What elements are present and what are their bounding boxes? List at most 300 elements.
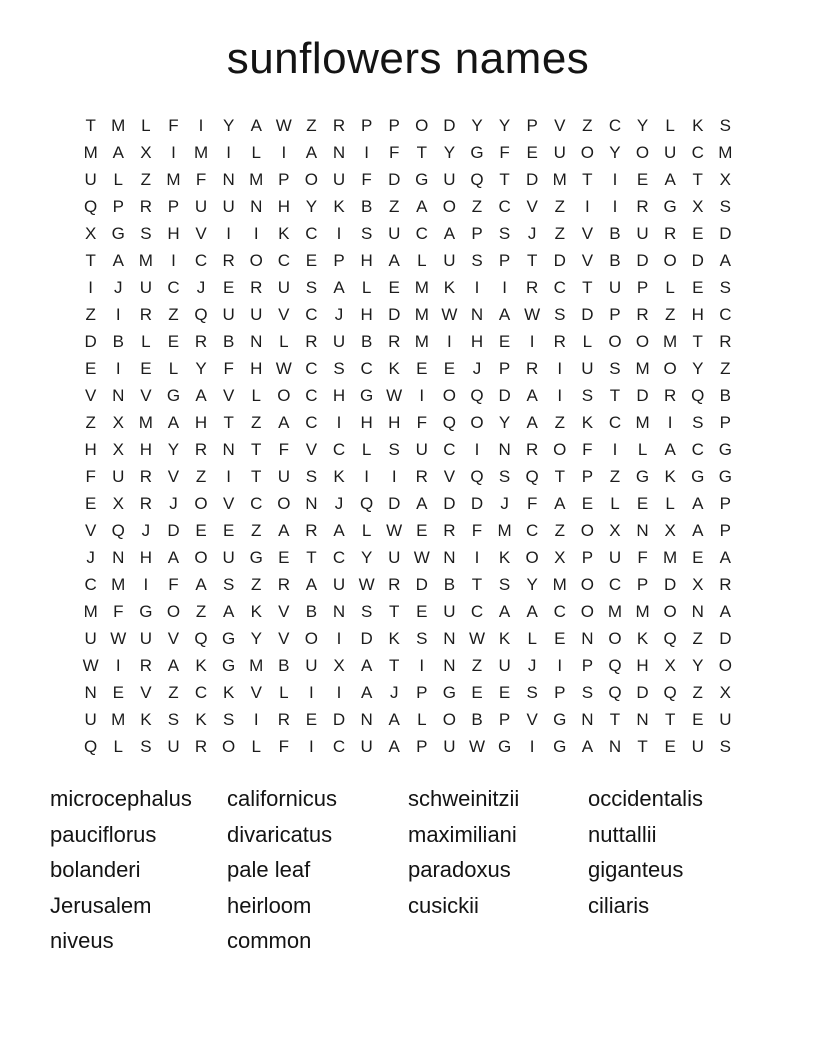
grid-cell: A: [388, 250, 400, 270]
grid-cell: I: [115, 655, 121, 675]
grid-cell: L: [361, 520, 372, 540]
grid-cell: V: [554, 115, 566, 135]
grid-cell: S: [609, 358, 621, 378]
grid-cell: V: [526, 196, 538, 216]
grid-cell: I: [529, 736, 535, 756]
grid-cell: A: [664, 169, 676, 189]
grid-cell: K: [388, 628, 400, 648]
grid-cell: R: [332, 115, 346, 135]
grid-cell: C: [691, 439, 704, 459]
grid-cell: W: [413, 547, 430, 567]
grid-cell: P: [581, 466, 594, 486]
grid-cell: I: [226, 466, 231, 486]
grid-cell: U: [305, 655, 318, 675]
grid-cell: N: [443, 628, 456, 648]
grid-cell: M: [83, 142, 98, 162]
grid-cell: V: [167, 466, 180, 486]
grid-cell: E: [85, 358, 97, 378]
grid-cell: L: [361, 439, 372, 459]
grid-cell: O: [442, 709, 456, 729]
grid-cell: N: [332, 601, 346, 621]
grid-cell: M: [83, 601, 98, 621]
grid-cell: I: [336, 628, 342, 648]
grid-cell: A: [333, 277, 345, 297]
grid-cell: U: [139, 277, 152, 297]
grid-cell: I: [364, 466, 369, 486]
grid-cell: V: [278, 304, 290, 324]
grid-cell: A: [112, 250, 124, 270]
grid-cell: D: [498, 385, 511, 405]
grid-cell: Z: [251, 574, 262, 594]
grid-cell: R: [443, 520, 456, 540]
grid-cell: M: [111, 115, 126, 135]
grid-cell: G: [139, 601, 153, 621]
grid-cell: A: [719, 547, 731, 567]
word-list-item: divaricatus: [227, 821, 333, 847]
grid-cell: Z: [692, 628, 703, 648]
grid-cell: B: [305, 601, 318, 621]
grid-cell: B: [112, 331, 124, 351]
grid-cell: Y: [526, 574, 538, 594]
grid-cell: Z: [85, 412, 96, 432]
grid-cell: Z: [664, 304, 676, 324]
grid-cell: X: [112, 493, 124, 513]
grid-cell: Q: [663, 628, 677, 648]
grid-cell: V: [581, 223, 594, 243]
grid-cell: S: [140, 736, 152, 756]
grid-cell: P: [167, 196, 180, 216]
grid-cell: M: [414, 304, 429, 324]
grid-cell: O: [663, 250, 677, 270]
grid-cell: F: [471, 520, 483, 540]
grid-cell: G: [111, 223, 125, 243]
grid-cell: Z: [582, 115, 593, 135]
grid-cell: Z: [168, 304, 179, 324]
grid-cell: V: [250, 682, 262, 702]
grid-cell: N: [222, 169, 235, 189]
grid-cell: Q: [470, 385, 484, 405]
grid-cell: I: [474, 277, 480, 297]
grid-cell: K: [636, 628, 649, 648]
grid-cell: A: [526, 601, 538, 621]
grid-cell: E: [305, 250, 318, 270]
grid-cell: I: [529, 331, 535, 351]
grid-cell: H: [167, 223, 180, 243]
grid-cell: P: [471, 223, 483, 243]
grid-cell: U: [608, 277, 622, 297]
grid-cell: O: [580, 574, 594, 594]
grid-cell: C: [691, 142, 704, 162]
grid-cell: K: [140, 709, 152, 729]
grid-cell: Z: [85, 304, 96, 324]
grid-cell: R: [222, 250, 235, 270]
grid-cell: Q: [608, 682, 622, 702]
word-list-item: common: [227, 928, 312, 953]
word-list-item: giganteus: [588, 857, 684, 882]
grid-cell: R: [305, 520, 318, 540]
grid-cell: U: [581, 358, 594, 378]
grid-cell: F: [113, 601, 124, 621]
grid-cell: K: [222, 682, 235, 702]
grid-cell: U: [443, 601, 456, 621]
grid-cell: B: [360, 196, 373, 216]
grid-cell: N: [498, 439, 511, 459]
grid-cell: N: [470, 304, 484, 324]
grid-cell: C: [305, 385, 318, 405]
grid-cell: I: [364, 142, 369, 162]
word-list-column: [588, 781, 703, 959]
word-list-column: [408, 781, 588, 959]
grid-cell: R: [194, 439, 208, 459]
grid-cell: N: [581, 709, 594, 729]
grid-cell: K: [498, 547, 511, 567]
grid-cell: S: [581, 385, 594, 405]
grid-cell: C: [332, 736, 346, 756]
grid-cell: H: [277, 196, 290, 216]
grid-cell: C: [332, 439, 346, 459]
grid-cell: A: [416, 493, 428, 513]
grid-cell: G: [442, 682, 456, 702]
grid-cell: I: [198, 115, 204, 135]
grid-cell: P: [333, 250, 345, 270]
grid-cell: Z: [251, 412, 262, 432]
word-list-item: maximiliani: [408, 821, 517, 847]
grid-cell: X: [333, 655, 345, 675]
grid-cell: T: [223, 412, 234, 432]
grid-cell: U: [84, 169, 97, 189]
grid-cell: T: [85, 115, 96, 135]
grid-cell: N: [691, 601, 704, 621]
grid-cell: L: [251, 142, 261, 162]
grid-cell: A: [112, 142, 124, 162]
grid-cell: O: [277, 385, 291, 405]
grid-cell: C: [470, 601, 484, 621]
grid-cell: L: [582, 331, 593, 351]
grid-cell: U: [553, 142, 566, 162]
grid-cell: X: [609, 520, 621, 540]
grid-cell: W: [275, 358, 292, 378]
grid-cell: I: [447, 331, 452, 351]
grid-cell: O: [415, 115, 429, 135]
grid-cell: M: [138, 250, 153, 270]
grid-cell: D: [332, 709, 346, 729]
grid-cell: C: [277, 250, 290, 270]
grid-cell: M: [111, 574, 126, 594]
grid-cell: E: [581, 493, 594, 513]
grid-cell: Z: [195, 601, 207, 621]
grid-cell: M: [552, 169, 567, 189]
grid-cell: R: [139, 304, 152, 324]
grid-cell: Y: [250, 628, 262, 648]
grid-cell: P: [526, 115, 538, 135]
grid-cell: N: [443, 655, 456, 675]
grid-cell: D: [443, 493, 456, 513]
grid-cell: D: [388, 169, 401, 189]
grid-cell: C: [553, 277, 566, 297]
grid-cell: R: [277, 574, 290, 594]
grid-cell: Y: [498, 412, 511, 432]
grid-cell: I: [612, 439, 618, 459]
grid-cell: C: [305, 223, 318, 243]
grid-cell: R: [415, 466, 428, 486]
word-search-grid: [0, 112, 816, 760]
grid-cell: A: [416, 196, 428, 216]
grid-cell: V: [167, 628, 180, 648]
grid-cell: Q: [608, 655, 622, 675]
grid-cell: N: [84, 682, 97, 702]
grid-cell: K: [498, 628, 511, 648]
grid-cell: M: [663, 547, 678, 567]
grid-cell: I: [226, 142, 231, 162]
grid-cell: Z: [554, 412, 565, 432]
grid-cell: M: [497, 520, 512, 540]
grid-cell: F: [85, 466, 96, 486]
grid-cell: Y: [692, 358, 704, 378]
grid-cell: J: [114, 277, 123, 297]
grid-cell: I: [115, 304, 121, 324]
grid-cell: F: [278, 439, 290, 459]
grid-cell: Z: [692, 682, 703, 702]
grid-cell: S: [498, 574, 511, 594]
grid-cell: Y: [222, 115, 235, 135]
grid-cell: E: [112, 682, 124, 702]
grid-cell: K: [664, 466, 676, 486]
grid-cell: Q: [84, 196, 98, 216]
grid-cell: A: [360, 655, 373, 675]
grid-cell: O: [222, 736, 236, 756]
grid-cell: Y: [609, 142, 621, 162]
grid-cell: D: [526, 169, 539, 189]
grid-cell: O: [663, 601, 677, 621]
grid-cell: A: [167, 412, 180, 432]
grid-cell: S: [305, 277, 318, 297]
grid-cell: U: [139, 628, 152, 648]
grid-cell: A: [167, 655, 180, 675]
grid-cell: P: [554, 682, 566, 702]
grid-cell: E: [416, 520, 428, 540]
grid-cell: A: [278, 412, 290, 432]
grid-cell: S: [554, 304, 566, 324]
grid-cell: L: [251, 736, 261, 756]
grid-cell: D: [388, 493, 401, 513]
grid-cell: Q: [194, 628, 208, 648]
grid-cell: A: [305, 574, 318, 594]
grid-cell: R: [664, 223, 677, 243]
grid-cell: R: [636, 196, 649, 216]
grid-cell: T: [582, 277, 593, 297]
grid-cell: M: [193, 142, 209, 162]
grid-cell: V: [305, 439, 318, 459]
grid-cell: Y: [471, 115, 483, 135]
grid-cell: K: [250, 601, 262, 621]
grid-cell: A: [692, 520, 704, 540]
grid-cell: C: [305, 358, 318, 378]
grid-cell: J: [196, 277, 206, 297]
grid-cell: D: [553, 250, 566, 270]
grid-cell: Y: [692, 655, 704, 675]
grid-cell: B: [443, 574, 456, 594]
grid-cell: X: [85, 223, 97, 243]
grid-cell: P: [416, 682, 428, 702]
grid-cell: U: [415, 439, 428, 459]
grid-cell: T: [692, 169, 703, 189]
grid-cell: S: [498, 466, 511, 486]
grid-cell: H: [691, 304, 704, 324]
grid-cell: T: [582, 169, 593, 189]
grid-cell: I: [309, 682, 314, 702]
grid-cell: S: [416, 628, 428, 648]
grid-cell: D: [581, 304, 594, 324]
grid-cell: Z: [720, 358, 731, 378]
word-list-item: ciliaris: [588, 892, 650, 918]
grid-cell: E: [692, 277, 704, 297]
grid-cell: N: [332, 142, 346, 162]
grid-cell: F: [416, 412, 427, 432]
grid-cell: L: [527, 628, 537, 648]
grid-cell: O: [608, 331, 622, 351]
grid-cell: A: [498, 601, 511, 621]
grid-cell: T: [471, 574, 483, 594]
grid-cell: D: [443, 115, 456, 135]
grid-cell: Z: [195, 466, 207, 486]
grid-cell: D: [636, 385, 649, 405]
grid-cell: C: [443, 439, 456, 459]
grid-cell: Q: [525, 466, 539, 486]
grid-cell: U: [250, 304, 263, 324]
grid-cell: Z: [251, 520, 262, 540]
grid-cell: R: [277, 709, 290, 729]
grid-cell: K: [333, 466, 345, 486]
grid-cell: Q: [84, 736, 98, 756]
grid-cell: N: [112, 385, 125, 405]
grid-cell: A: [388, 736, 400, 756]
grid-cell: E: [443, 358, 456, 378]
grid-cell: O: [635, 331, 650, 351]
grid-cell: V: [85, 520, 97, 540]
grid-cell: E: [498, 331, 511, 351]
grid-cell: J: [169, 493, 178, 513]
grid-cell: U: [388, 223, 401, 243]
grid-cell: S: [333, 358, 345, 378]
grid-cell: I: [474, 547, 480, 567]
grid-cell: C: [415, 223, 428, 243]
grid-cell: Z: [471, 655, 483, 675]
grid-cell: W: [82, 655, 99, 675]
grid-cell: F: [361, 169, 372, 189]
grid-cell: Z: [389, 196, 400, 216]
grid-cell: V: [195, 223, 207, 243]
grid-cell: D: [691, 250, 704, 270]
grid-cell: F: [223, 358, 234, 378]
grid-cell: R: [526, 277, 539, 297]
grid-cell: L: [279, 682, 289, 702]
grid-cell: O: [580, 520, 594, 540]
grid-cell: H: [388, 412, 401, 432]
grid-cell: P: [278, 169, 290, 189]
grid-cell: U: [443, 169, 456, 189]
grid-cell: C: [305, 412, 318, 432]
grid-cell: A: [195, 385, 207, 405]
grid-cell: W: [468, 628, 485, 648]
grid-cell: W: [386, 385, 403, 405]
grid-cell: S: [692, 412, 704, 432]
grid-cell: D: [664, 574, 677, 594]
grid-cell: N: [305, 493, 318, 513]
word-list: [50, 781, 796, 959]
grid-cell: J: [527, 655, 537, 675]
grid-cell: S: [719, 115, 731, 135]
grid-cell: J: [334, 304, 344, 324]
grid-cell: T: [637, 736, 648, 756]
grid-cell: N: [360, 709, 373, 729]
grid-cell: G: [553, 736, 567, 756]
grid-cell: O: [580, 142, 594, 162]
grid-cell: N: [636, 709, 649, 729]
grid-cell: G: [718, 439, 732, 459]
grid-cell: R: [194, 736, 208, 756]
grid-cell: O: [608, 628, 622, 648]
grid-cell: S: [140, 223, 152, 243]
grid-cell: B: [360, 331, 373, 351]
grid-cell: T: [554, 466, 565, 486]
grid-cell: P: [498, 250, 511, 270]
grid-cell: V: [222, 385, 235, 405]
grid-cell: A: [195, 574, 207, 594]
grid-cell: E: [636, 493, 649, 513]
grid-cell: M: [414, 331, 429, 351]
grid-cell: U: [691, 736, 704, 756]
grid-cell: U: [84, 709, 97, 729]
grid-cell: I: [226, 223, 231, 243]
grid-cell: S: [222, 709, 235, 729]
grid-cell: R: [388, 574, 401, 594]
grid-cell: R: [664, 385, 677, 405]
grid-cell: M: [414, 277, 429, 297]
grid-cell: I: [88, 277, 94, 297]
grid-cell: C: [608, 115, 622, 135]
grid-cell: M: [663, 331, 678, 351]
grid-cell: U: [222, 547, 235, 567]
word-list-column: [50, 781, 227, 959]
grid-cell: U: [332, 331, 346, 351]
grid-cell: I: [171, 142, 176, 162]
grid-cell: H: [360, 304, 373, 324]
grid-cell: I: [612, 196, 618, 216]
grid-cell: U: [719, 709, 732, 729]
grid-cell: I: [584, 196, 590, 216]
grid-cell: T: [389, 601, 400, 621]
grid-cell: S: [498, 223, 511, 243]
grid-cell: G: [691, 466, 705, 486]
grid-cell: F: [168, 574, 179, 594]
grid-cell: U: [332, 169, 346, 189]
grid-cell: J: [472, 358, 482, 378]
grid-cell: E: [498, 682, 511, 702]
grid-cell: Q: [470, 169, 484, 189]
grid-cell: V: [85, 385, 97, 405]
grid-cell: K: [581, 412, 594, 432]
grid-cell: U: [222, 196, 235, 216]
grid-cell: G: [222, 628, 236, 648]
grid-cell: Q: [470, 466, 484, 486]
word-list-item: Jerusalem: [50, 892, 152, 918]
grid-cell: C: [332, 547, 346, 567]
grid-cell: T: [85, 250, 96, 270]
grid-cell: K: [195, 709, 207, 729]
grid-cell: F: [637, 547, 648, 567]
grid-cell: H: [250, 358, 263, 378]
grid-cell: P: [636, 277, 649, 297]
